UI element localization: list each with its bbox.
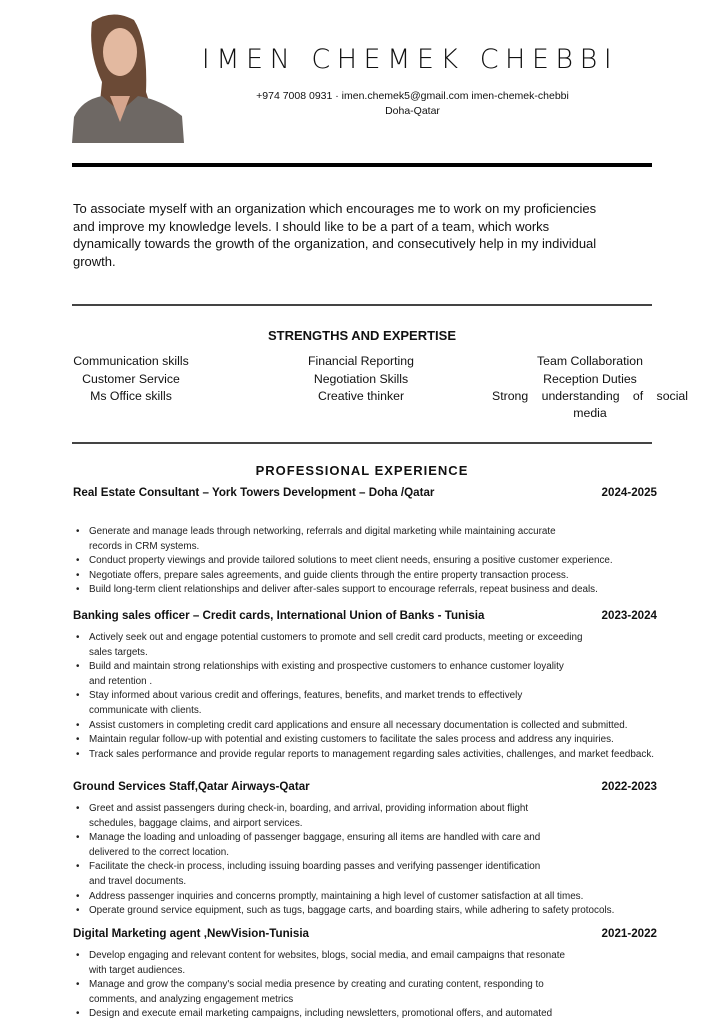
skill-item: Communication skills <box>73 354 189 368</box>
bullet-line <box>76 704 654 719</box>
bullet-line <box>76 802 614 817</box>
skill-item: Customer Service <box>82 371 180 386</box>
bullet-text: Stay informed about various credit and offerings, features, benefits, and market trends to effectively <box>89 690 523 702</box>
bullet-text: Develop engaging and relevant content for websites, blogs, social media, and email campaigns that resonate <box>89 950 565 961</box>
bullet-icon: • <box>76 748 80 760</box>
bullet-icon: • <box>76 979 80 991</box>
bullet-text: records in CRM systems. <box>89 540 200 552</box>
job-title: Real Estate Consultant – York Towers Development – Doha /Qatar <box>73 486 435 499</box>
job-years: 2024-2025 <box>601 486 657 499</box>
bullet-line <box>76 904 614 919</box>
bullet-text: Operate ground service equipment, such as tugs, baggage carts, and boarding stairs, while adhering to safety protocols. <box>89 905 615 917</box>
bullet-line <box>76 554 613 569</box>
bullet-line <box>76 993 565 1008</box>
bullet-text: and retention . <box>89 675 153 687</box>
header-divider <box>72 163 652 167</box>
skill-item: Financial Reporting <box>308 354 414 368</box>
bullet-line <box>76 675 654 690</box>
skill-item: Creative thinker <box>317 389 405 403</box>
job-header <box>73 927 657 940</box>
bullet-icon: • <box>76 690 80 702</box>
bullet-icon: • <box>76 890 80 902</box>
bullet-line <box>76 875 614 890</box>
bullet-text: Conduct property viewings and provide tailored solutions to meet client needs, ensuring a positive customer experience. <box>89 555 613 567</box>
bullet-icon: • <box>76 584 80 596</box>
bullet-line <box>76 583 613 598</box>
job-bullets <box>76 631 654 762</box>
bullet-text: comments, and analyzing engagement metrics <box>89 993 294 1005</box>
section-divider <box>72 442 652 444</box>
bullet-icon: • <box>76 526 80 537</box>
bullet-text: delivered to the correct location. <box>89 846 229 858</box>
bullet-line <box>76 817 614 832</box>
bullet-line <box>76 1007 565 1022</box>
bullet-line <box>76 660 654 675</box>
skill-item: Team Collaboration <box>537 354 643 368</box>
bullet-icon: • <box>76 950 80 961</box>
bullet-text: Maintain regular follow-up with potential and existing customers to facilitate the sales process and address any inquiries. <box>89 734 614 746</box>
bullet-icon: • <box>76 734 80 746</box>
job-bullets <box>76 949 565 1022</box>
bullet-icon: • <box>76 632 80 643</box>
job-title: Ground Services Staff,Qatar Airways-Qatar <box>73 780 310 793</box>
job-bullets <box>76 525 613 598</box>
bullet-text: Generate and manage leads through networking, referrals and digital marketing while maintaining accurate <box>89 526 556 537</box>
bullet-icon: • <box>76 861 80 873</box>
bullet-text: Build and maintain strong relationships with existing and prospective customers to enhance customer loyality <box>89 661 564 673</box>
bullet-line <box>76 733 654 748</box>
bullet-text: Track sales performance and provide regular reports to management regarding sales activities, challenges, and market feedback. <box>89 748 654 760</box>
experience-title: PROFESSIONAL EXPERIENCE <box>255 463 469 478</box>
bullet-text: Design and execute email marketing campaigns, including newsletters, promotional offers, and automated <box>89 1008 553 1020</box>
bullet-text: and travel documents. <box>89 875 187 887</box>
skill-item: Ms Office skills <box>90 389 172 403</box>
objective-line: and improve my knowledge levels. I should like to be a part of a team, which works <box>73 218 550 234</box>
bullet-text: Manage and grow the company's social media presence by creating and curating content, responding to <box>89 979 544 991</box>
contact-line: +974 7008 0931 · imen.chemek5@gmail.com imen-chemek-chebbi <box>256 90 569 102</box>
bullet-icon: • <box>76 555 80 567</box>
candidate-name: IMEN CHEMEK CHEBBI <box>201 44 619 75</box>
bullet-text: Assist customers in completing credit card applications and ensure all necessary documentation is collected and submitted. <box>89 719 628 731</box>
bullet-text: sales targets. <box>89 646 148 658</box>
job-years: 2021-2022 <box>601 927 657 940</box>
bullet-text: Address passenger inquiries and concerns promptly, maintaining a high level of customer satisfaction at all times. <box>89 890 584 902</box>
skill-item: Negotiation Skills <box>313 371 409 386</box>
bullet-icon: • <box>76 832 80 844</box>
bullet-line <box>76 646 654 661</box>
contact-info <box>160 89 665 119</box>
bullet-icon: • <box>76 1008 80 1020</box>
bullet-line <box>76 860 614 875</box>
bullet-icon: • <box>76 569 80 581</box>
section-divider <box>72 304 652 306</box>
skill-item: Strong understanding of social media <box>492 389 688 420</box>
bullet-line <box>76 846 614 861</box>
job-years: 2022-2023 <box>601 780 657 793</box>
profile-photo <box>72 12 184 143</box>
bullet-text: Negotiate offers, prepare sales agreements, and guide clients through the entire property transaction process. <box>89 569 569 581</box>
bullet-line <box>76 890 614 905</box>
bullet-text: communicate with clients. <box>89 704 202 716</box>
bullet-line <box>76 719 654 734</box>
bullet-text: with target audiences. <box>89 964 186 976</box>
bullet-line <box>76 831 614 846</box>
bullet-line <box>76 689 654 704</box>
bullet-text: Actively seek out and engage potential customers to promote and sell credit card products, meeting or exceeding <box>89 632 583 643</box>
job-title: Digital Marketing agent ,NewVision-Tunisia <box>73 927 309 940</box>
objective-statement <box>73 200 663 270</box>
bullet-icon: • <box>76 803 80 814</box>
job-header <box>73 486 657 499</box>
objective-line: dynamically towards the growth of the organization, and consecutively help in my individual <box>73 236 597 252</box>
bullet-line <box>76 949 565 964</box>
bullet-text: Greet and assist passengers during check-in, boarding, and arrival, providing information about flight <box>89 803 529 814</box>
job-header <box>73 609 657 622</box>
bullet-line <box>76 540 613 555</box>
bullet-line <box>76 631 654 646</box>
bullet-text: Facilitate the check-in process, including issuing boarding passes and verifying passenger identification <box>89 861 541 873</box>
strengths-title: STRENGTHS AND EXPERTISE <box>267 328 457 343</box>
bullet-text: schedules, baggage claims, and airport services. <box>89 817 303 829</box>
skills-grid <box>0 353 724 423</box>
bullet-icon: • <box>76 719 80 731</box>
job-bullets <box>76 802 614 919</box>
job-years: 2023-2024 <box>601 609 657 622</box>
skill-item: Reception Duties <box>543 371 637 386</box>
bullet-text: Manage the loading and unloading of passenger baggage, ensuring all items are handled with care and <box>89 832 541 844</box>
bullet-line <box>76 748 654 763</box>
bullet-line <box>76 569 613 584</box>
bullet-icon: • <box>76 905 80 917</box>
bullet-icon: • <box>76 661 80 673</box>
objective-line: To associate myself with an organization which encourages me to work on my proficiencies <box>73 201 597 216</box>
bullet-line <box>76 978 565 993</box>
bullet-line <box>76 964 565 979</box>
location: Doha-Qatar <box>385 105 440 117</box>
job-header <box>73 780 657 793</box>
objective-line: growth. <box>73 253 116 269</box>
bullet-line <box>76 525 613 540</box>
job-title: Banking sales officer – Credit cards, International Union of Banks - Tunisia <box>73 609 485 622</box>
bullet-text: Build long-term client relationships and deliver after-sales support to encourage referrals, repeat business and deals. <box>89 584 598 596</box>
